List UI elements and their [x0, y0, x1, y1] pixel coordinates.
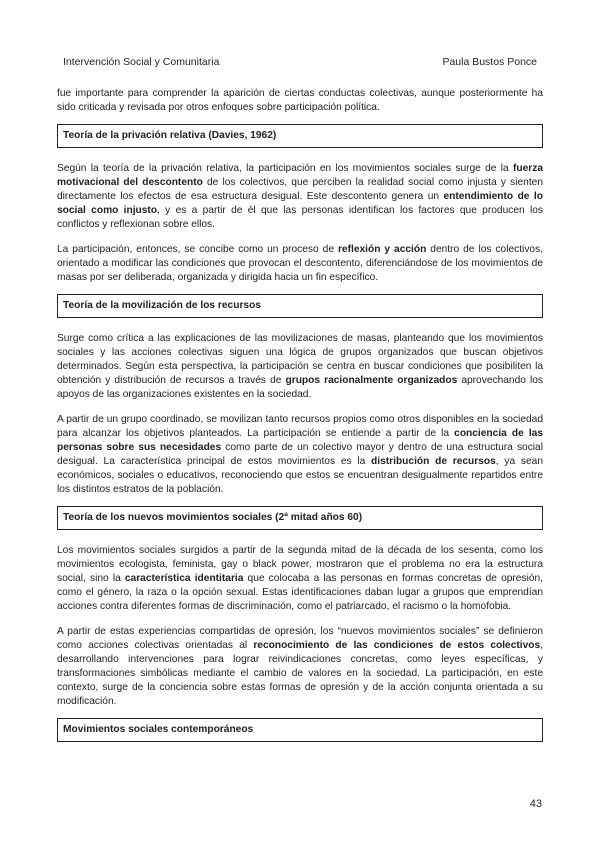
section-heading-recursos: Teoría de la movilización de los recursos: [57, 294, 543, 318]
section-heading-contemporaneos: Movimientos sociales contemporáneos: [57, 718, 543, 742]
recursos-paragraph-2: A partir de un grupo coordinado, se movilizan tanto recursos propios como otros disponibles en la sociedad para alcanzar los objetivos planteados. La participación se entiende a partir de la conciencia de las personas sobre sus necesidades como parte de un colectivo mayor y dentro de una estructura social desigual. La característica principal de estos movimientos es la distribución de recursos, ya sean económicos, sociales o educativos, reconociendo que estos se encuentran desigualmente repartidos entre los distintos estratos de la población.: [57, 414, 544, 495]
recursos-paragraph-1: Surge como crítica a las explicaciones de las movilizaciones de masas, planteando que los movimientos sociales y las acciones colectivas siguen una lógica de grupos organizados que buscan objetivos determinados. Según esta perspectiva, la participación se centra en buscar condiciones que posibiliten la obtención y distribución de recursos a través de grupos racionalmente organizados aprovechando los apoyos de las organizaciones existentes en la sociedad.: [57, 333, 544, 400]
section-heading-privacion: Teoría de la privación relativa (Davies, 1962): [57, 124, 543, 148]
page-number: 43: [529, 798, 542, 810]
running-header-author: Paula Bustos Ponce: [442, 56, 537, 68]
section-heading-nuevos-movimientos: Teoría de los nuevos movimientos sociales (2ª mitad años 60): [57, 506, 543, 530]
running-header-title: Intervención Social y Comunitaria: [63, 56, 220, 68]
page-content: [57, 87, 543, 742]
nuevos-movimientos-paragraph-2: A partir de estas experiencias compartidas de opresión, los “nuevos movimientos sociales” se definieron como acciones colectivas orientadas al reconocimiento de las condiciones de estos colectivos, desarrollando intervenciones para lograr reivindicaciones concretas, como leyes específicas, y transformaciones simbólicas mediante el cambio de valores en la sociedad. La participación, en este contexto, surge de la conciencia sobre estas formas de opresión y de la acción conjunta orientada a su modificación.: [57, 626, 544, 707]
privacion-paragraph-1: Según la teoría de la privación relativa, la participación en los movimientos sociales surge de la fuerza motivacional del descontento de los colectivos, que perciben la realidad social como injusta y sienten directamente los efectos de esa estructura desigual. Este descontento genera un entendimiento de lo social como injusto, y es a partir de él que las personas identifican los factores que producen los conflictos y reflexionan sobre ellos.: [57, 163, 544, 230]
intro-paragraph: fue importante para comprender la aparición de ciertas conductas colectivas, aunque posteriormente ha sido criticada y revisada por otros enfoques sobre participación política.: [57, 88, 543, 113]
privacion-paragraph-2: La participación, entonces, se concibe como un proceso de reflexión y acción dentro de los colectivos, orientado a modificar las condiciones que provocan el descontento, diferenciándose de los movimientos de masas por ser deliberada, organizada y dirigida hacia un fin específico.: [57, 244, 543, 283]
nuevos-movimientos-paragraph-1: Los movimientos sociales surgidos a partir de la segunda mitad de la década de los sesenta, como los movimientos ecologista, feminista, gay o black power, mostraron que el problema no era la estructura social, sino la característica identitaria que colocaba a las personas en formas concretas de opresión, como el género, la raza o la opción sexual. Estas identificaciones daban lugar a grupos que emprendían acciones contra diferentes formas de discriminación, como el patriarcado, el racismo o la homofobia.: [57, 545, 543, 612]
